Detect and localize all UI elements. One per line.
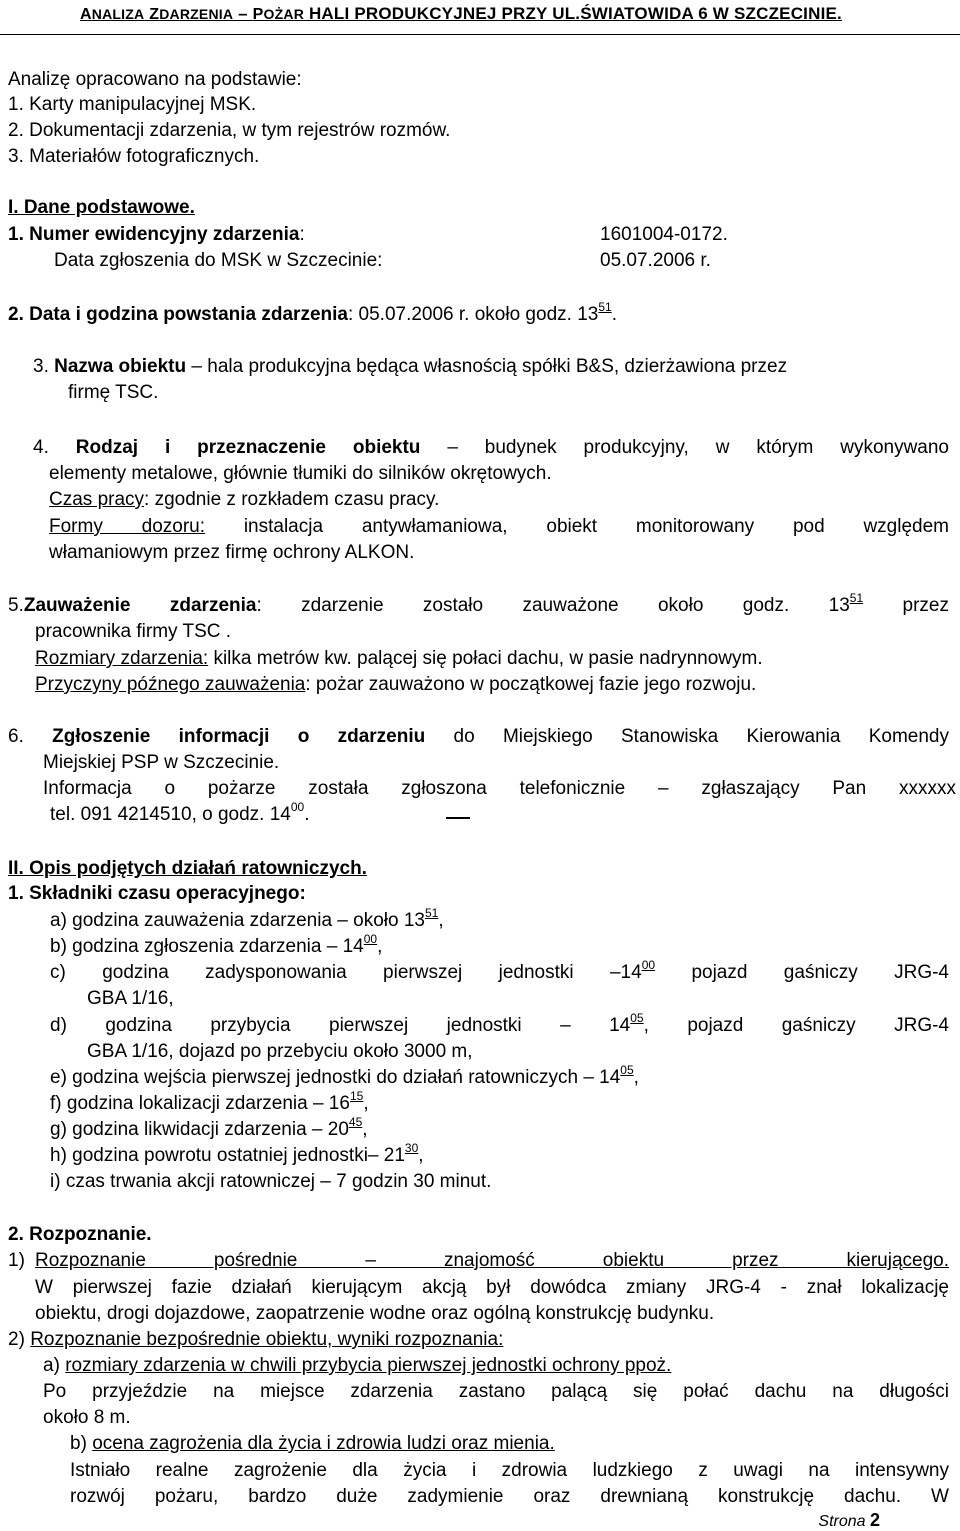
item-4-guard-text: instalacja antywłamaniowa, obiekt monitorowany pod względem — [205, 516, 949, 537]
item-6-tel-end: . — [304, 804, 310, 825]
item-6-cont: Miejskiej PSP w Szczecinie. — [43, 752, 280, 773]
item-1-value: 1601004-0172. — [600, 224, 728, 245]
item-5-row — [8, 591, 949, 618]
time-b — [50, 932, 383, 959]
recon-2a-num: a) — [43, 1355, 60, 1376]
time-f-sup: 15 — [349, 1089, 364, 1103]
time-f-end: , — [363, 1093, 369, 1114]
item-2-end: . — [611, 304, 617, 325]
time-a-label: a) godzina zauważenia zdarzenia – około 13 — [50, 910, 425, 931]
time-b-sup: 00 — [363, 932, 378, 946]
item-1-label: 1. Numer ewidencyjny zdarzenia — [8, 224, 300, 245]
item-4-num: 4. — [33, 437, 49, 458]
recon-2-row — [8, 1328, 503, 1352]
time-e-sup: 05 — [620, 1063, 634, 1077]
time-g-end: , — [362, 1119, 368, 1140]
time-d-sup: 05 — [630, 1011, 644, 1025]
item-5-label: Zauważenie zdarzenia — [23, 595, 257, 616]
time-c-sup: 00 — [641, 958, 656, 972]
recon-2b-num: b) — [70, 1433, 87, 1454]
time-b-end: , — [377, 936, 383, 957]
time-e-end: , — [633, 1067, 639, 1088]
recon-2b-text-2: rozwój pożaru, bardzo duże zadymienie oraz drewnianą konstrukcję dachu. W — [70, 1486, 949, 1507]
item-5-cause — [35, 673, 756, 697]
item-6-text: do Miejskiego Stanowiska Kierowania Komendy — [425, 726, 949, 747]
item-4-guard — [49, 515, 949, 539]
recon-2a-text-1: Po przyjeździe na miejsce zdarzenia zastano palącą się połać dachu na długości — [43, 1381, 949, 1402]
time-g-sup: 45 — [348, 1115, 363, 1129]
time-h-end: , — [418, 1145, 424, 1166]
time-h — [50, 1141, 424, 1168]
item-4-label: Rodzaj i przeznaczenie obiektu — [75, 437, 421, 458]
item-5-size-label: Rozmiary zdarzenia: — [35, 648, 209, 669]
item-4-row — [33, 436, 949, 460]
footer-label: Strona — [818, 1513, 866, 1530]
footer-page-number: 2 — [869, 1510, 880, 1530]
times-title: 1. Składniki czasu operacyjnego: — [8, 883, 306, 904]
recon-2-label: Rozpoznanie bezpośrednie obiektu, wyniki rozpoznania: — [30, 1329, 504, 1350]
time-f — [50, 1089, 369, 1116]
item-6-info: Informacja o pożarze została zgłoszona telefonicznie – zgłaszający Pan xxxxxx — [43, 778, 956, 799]
item-6-tel-text: tel. 091 4214510, o godz. 14 — [50, 804, 291, 825]
recon-2b-text-1: Istniało realne zagrożenie dla życia i zdrowia ludzkiego z uwagi na intensywny — [70, 1460, 949, 1481]
source-item-1: 1. Karty manipulacyjnej MSK. — [8, 94, 257, 115]
item-6-label: Zgłoszenie informacji o zdarzeniu — [52, 726, 426, 747]
item-6-row — [8, 725, 949, 749]
source-item-2: 2. Dokumentacji zdarzenia, w tym rejestrów rozmów. — [8, 120, 451, 141]
time-d-label: d) godzina przybycia pierwszej jednostki – 14 — [50, 1015, 631, 1036]
section-2-title: II. Opis podjętych działań ratowniczych. — [8, 858, 367, 879]
item-5-cont: pracownika firmy TSC . — [35, 621, 232, 642]
time-d-end: , pojazd gaśniczy JRG-4 — [643, 1015, 949, 1036]
time-f-label: f) godzina lokalizacji zdarzenia – 16 — [50, 1093, 350, 1114]
time-e — [50, 1063, 639, 1090]
time-i: i) czas trwania akcji ratowniczej – 7 godzin 30 minut. — [50, 1171, 492, 1192]
dash-mark — [446, 817, 470, 819]
time-a-end: , — [438, 910, 444, 931]
item-6-tel-sup: 00 — [290, 800, 305, 814]
time-c — [50, 958, 949, 985]
item-4-cont: elementy metalowe, głównie tłumiki do silników okrętowych. — [49, 463, 552, 484]
item-5-cause-text: : pożar zauważono w początkowej fazie jego rozwoju. — [305, 674, 757, 695]
recon-1-text-2: obiektu, drogi dojazdowe, zaopatrzenie wodne oraz ogólną konstrukcję budynku. — [35, 1303, 715, 1324]
time-a — [50, 906, 444, 933]
recon-1-label: Rozpoznanie pośrednie – znajomość obiektu przez kierującego. — [35, 1250, 949, 1271]
item-2-label: 2. Data i godzina powstania zdarzenia — [8, 304, 348, 325]
section-1-title: I. Dane podstawowe. — [8, 197, 195, 218]
item-5-cause-label: Przyczyny późnego zauważenia — [35, 674, 306, 695]
item-1-row — [8, 223, 305, 247]
time-g-label: g) godzina likwidacji zdarzenia – 20 — [50, 1119, 349, 1140]
item-3-cont: firmę TSC. — [68, 382, 159, 403]
source-item-3: 3. Materiałów fotograficznych. — [8, 146, 260, 167]
recon-2-num: 2) — [8, 1329, 25, 1350]
item-4-work — [49, 488, 439, 512]
time-d — [50, 1011, 949, 1038]
item-4-work-label: Czas pracy — [49, 489, 145, 510]
item-3-text: – hala produkcyjna będąca własnością spółki B&S, dzierżawiona przez — [186, 356, 788, 377]
item-6-tel — [50, 800, 310, 827]
item-1-sep: : — [299, 224, 305, 245]
recon-1-text-1: W pierwszej fazie działań kierującym akcją był dowódca zmiany JRG-4 - znał lokalizację — [35, 1277, 949, 1298]
item-5-size-text: kilka metrów kw. palącej się połaci dachu, w pasie nadrynnowym. — [208, 648, 763, 669]
item-2-row — [8, 300, 617, 327]
time-c-cont: GBA 1/16, — [87, 988, 174, 1009]
item-1b-value: 05.07.2006 r. — [600, 250, 711, 271]
time-e-label: e) godzina wejścia pierwszej jednostki do działań ratowniczych – 14 — [50, 1067, 621, 1088]
time-h-sup: 30 — [404, 1141, 419, 1155]
time-g — [50, 1115, 368, 1142]
item-4-work-text: : zgodnie z rozkładem czasu pracy. — [144, 489, 440, 510]
item-5-size — [35, 647, 763, 671]
recon-2a-row — [43, 1354, 671, 1378]
time-a-sup: 51 — [424, 906, 439, 920]
item-3-num: 3. — [33, 356, 49, 377]
time-c-label: c) godzina zadysponowania pierwszej jednostki –14 — [50, 962, 642, 983]
time-d-cont: GBA 1/16, dojazd po przebyciu około 3000 m, — [87, 1041, 473, 1062]
recon-2b-label: ocena zagrożenia dla życia i zdrowia ludzi oraz mienia. — [92, 1433, 555, 1454]
recon-1-num: 1) — [8, 1250, 25, 1271]
item-5-end: przez — [863, 595, 949, 616]
item-5-num: 5. — [8, 595, 24, 616]
item-4-text: – budynek produkcyjny, w którym wykonywano — [420, 437, 949, 458]
header-rule — [0, 34, 960, 35]
item-4-guard-cont: włamaniowym przez firmę ochrony ALKON. — [49, 542, 415, 563]
page-footer — [818, 1510, 880, 1531]
recon-2a-text-2: około 8 m. — [43, 1407, 131, 1428]
item-4-guard-label: Formy dozoru: — [49, 516, 206, 537]
sources-intro: Analizę opracowano na podstawie: — [8, 69, 302, 90]
recon-title: 2. Rozpoznanie. — [8, 1224, 152, 1245]
time-b-label: b) godzina zgłoszenia zdarzenia – 14 — [50, 936, 364, 957]
item-1b-label: Data zgłoszenia do MSK w Szczecinie: — [54, 250, 383, 271]
recon-2b-row — [70, 1432, 555, 1456]
page-header: ANALIZA ZDARZENIA – POŻAR HALI PRODUKCYJNEJ PRZY UL.ŚWIATOWIDA 6 W SZCZECINIE. — [80, 4, 842, 23]
item-3-row — [33, 355, 787, 379]
time-c-end: pojazd gaśniczy JRG-4 — [655, 962, 949, 983]
item-5-text: : zdarzenie zostało zauważone około godz. 13 — [256, 595, 850, 616]
item-5-sup: 51 — [849, 591, 864, 605]
item-6-num: 6. — [8, 726, 24, 747]
item-2-value: : 05.07.2006 r. około godz. 13 — [347, 304, 599, 325]
time-h-label: h) godzina powrotu ostatniej jednostki– 21 — [50, 1145, 405, 1166]
item-3-label: Nazwa obiektu — [54, 356, 187, 377]
item-2-sup: 51 — [598, 300, 612, 314]
recon-2a-label: rozmiary zdarzenia w chwili przybycia pierwszej jednostki ochrony ppoż. — [65, 1355, 672, 1376]
